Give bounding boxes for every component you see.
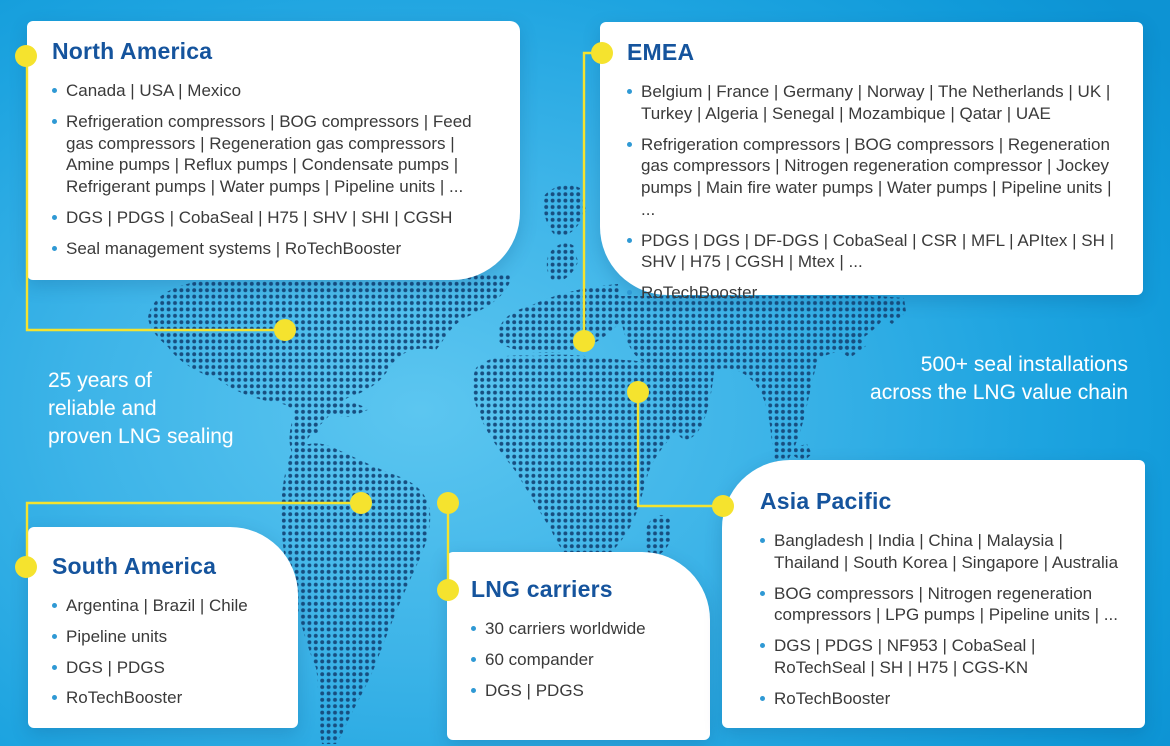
bullet-item bbox=[760, 635, 1129, 679]
bullet-dot bbox=[52, 665, 57, 670]
card-title-north-america: North America bbox=[52, 38, 213, 64]
region-card-asia-pacific bbox=[722, 460, 1145, 728]
card-bullets-asia-pacific bbox=[760, 530, 1129, 709]
bullet-dot bbox=[627, 238, 632, 243]
card-bullets-south-america bbox=[52, 595, 284, 709]
region-card-south-america bbox=[28, 527, 298, 728]
bullet-item bbox=[760, 530, 1129, 574]
card-title-asia-pacific: Asia Pacific bbox=[760, 488, 892, 514]
callout-500-installations bbox=[870, 351, 1128, 407]
bullet-item bbox=[627, 81, 1125, 125]
bullet-dot bbox=[471, 688, 476, 693]
bullet-dot bbox=[52, 603, 57, 608]
bullet-dot bbox=[760, 696, 765, 701]
callout-right-line-1: 500+ seal installations bbox=[920, 353, 1128, 376]
bullet-item bbox=[52, 207, 498, 229]
region-card-north-america bbox=[27, 21, 520, 280]
bullet-text: BOG compressors | Nitrogen regeneration compressors | LPG pumps | Pipeline units | ... bbox=[774, 583, 1118, 625]
bullet-text: DGS | PDGS bbox=[66, 657, 165, 677]
bullet-item bbox=[627, 282, 1125, 304]
bullet-item bbox=[471, 618, 696, 640]
card-bullets-emea bbox=[627, 81, 1125, 304]
bullet-item bbox=[52, 595, 284, 617]
bullet-dot bbox=[471, 657, 476, 662]
bullet-item bbox=[52, 80, 498, 102]
bullet-text: RoTechBooster bbox=[774, 688, 891, 708]
bullet-item bbox=[52, 238, 498, 260]
callout-left-line-1: 25 years of bbox=[48, 369, 152, 392]
bullet-item bbox=[627, 230, 1125, 274]
bullet-text: DGS | PDGS bbox=[485, 680, 584, 700]
bullet-dot bbox=[627, 290, 632, 295]
bullet-text: DGS | PDGS | CobaSeal | H75 | SHV | SHI | CGSH bbox=[66, 207, 453, 227]
bullet-dot bbox=[760, 538, 765, 543]
bullet-dot bbox=[627, 89, 632, 94]
island-madagascar bbox=[645, 515, 670, 556]
bullet-text: Argentina | Brazil | Chile bbox=[66, 596, 248, 615]
bullet-dot bbox=[471, 626, 476, 631]
bullet-item bbox=[760, 583, 1129, 627]
callout-right-line-2: across the LNG value chain bbox=[870, 381, 1128, 404]
bullet-text: PDGS | DGS | DF-DGS | CobaSeal | CSR | MFL | APItex | SH | SHV | H75 | CGSH | Mtex | ... bbox=[641, 230, 1115, 272]
bullet-text: Seal management systems | RoTechBooster bbox=[66, 238, 402, 258]
bullet-dot bbox=[760, 643, 765, 648]
card-bullets-lng-carriers bbox=[471, 618, 696, 701]
bullet-item bbox=[52, 657, 284, 679]
bullet-text: Belgium | France | Germany | Norway | The Netherlands | UK | Turkey | Algeria | Senegal | Mozambique | Qatar | UAE bbox=[641, 82, 1111, 123]
bullet-dot bbox=[760, 591, 765, 596]
callout-left-line-3: proven LNG sealing bbox=[48, 425, 234, 448]
region-card-emea bbox=[600, 22, 1143, 302]
bullet-item bbox=[52, 111, 498, 198]
bullet-dot bbox=[52, 119, 57, 124]
bullet-item bbox=[471, 680, 696, 702]
island-greenland-tip bbox=[544, 185, 587, 236]
bullet-item bbox=[52, 626, 284, 648]
bullet-text: Bangladesh | India | China | Malaysia | Thailand | South Korea | Singapore | Australia bbox=[774, 531, 1119, 572]
bullet-dot bbox=[627, 142, 632, 147]
bullet-text: Canada | USA | Mexico bbox=[66, 81, 242, 100]
callout-left-line-2: reliable and bbox=[48, 397, 157, 420]
bullet-item bbox=[760, 688, 1129, 710]
bullet-text: 30 carriers worldwide bbox=[485, 619, 646, 638]
bullet-text: DGS | PDGS | NF953 | CobaSeal | RoTechSeal | SH | H75 | CGS-KN bbox=[774, 636, 1036, 677]
bullet-dot bbox=[52, 634, 57, 639]
bullet-text: RoTechBooster bbox=[66, 688, 183, 708]
region-card-lng-carriers bbox=[447, 552, 710, 740]
bullet-item bbox=[627, 134, 1125, 221]
continent-europe bbox=[498, 284, 623, 353]
bullet-dot bbox=[52, 215, 57, 220]
bullet-text: Pipeline units bbox=[66, 626, 168, 646]
card-title-lng-carriers: LNG carriers bbox=[471, 576, 613, 602]
bullet-dot bbox=[52, 246, 57, 251]
card-bullets-north-america bbox=[52, 80, 498, 259]
callout-25-years bbox=[48, 367, 234, 451]
card-title-emea: EMEA bbox=[627, 39, 695, 65]
bullet-item bbox=[471, 649, 696, 671]
bullet-item bbox=[52, 687, 284, 709]
bullet-dot bbox=[52, 695, 57, 700]
bullet-text: Refrigeration compressors | BOG compressors | Feed gas compressors | Regeneration gas compressors | Amine pumps | Reflux pumps | Condensate pumps | Refrigerant pumps | Water pumps | Pipeline units | ... bbox=[66, 111, 472, 196]
bullet-text: RoTechBooster bbox=[641, 283, 758, 302]
continent-south-america bbox=[281, 443, 430, 744]
island-uk bbox=[547, 243, 578, 281]
bullet-text: Refrigeration compressors | BOG compressors | Regeneration gas compressors | Nitrogen regeneration compressor | Jockey pumps | Main fire water pumps | Water pumps | Pipeline units | ... bbox=[641, 134, 1112, 219]
bullet-dot bbox=[52, 88, 57, 93]
bullet-text: 60 compander bbox=[485, 649, 594, 669]
card-title-south-america: South America bbox=[52, 553, 217, 579]
